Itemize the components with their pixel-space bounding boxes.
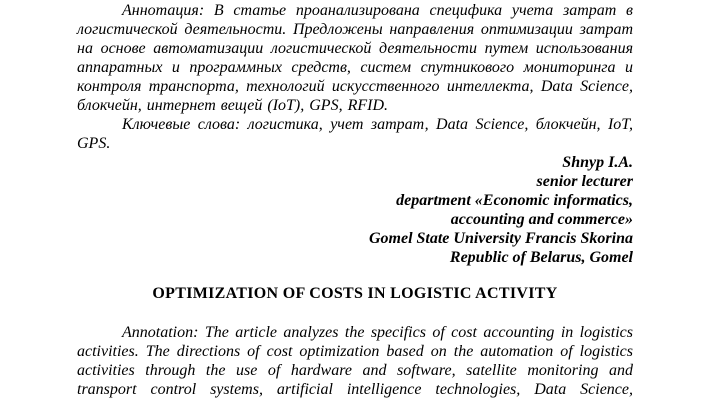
author-university: Gomel State University Francis Skorina — [368, 230, 633, 247]
author-department-line-1: department «Economic informatics, — [396, 192, 633, 209]
author-location: Republic of Belarus, Gomel — [449, 249, 633, 266]
article-title: OPTIMIZATION OF COSTS IN LOGISTIC ACTIVITY — [152, 285, 558, 302]
author-block — [77, 153, 633, 267]
author-name: Shnyp I.A. — [562, 154, 633, 171]
annotation-en-paragraph: Annotation: The article analyzes the specifics of cost accounting in logistics activities. The directions of cost optimization based on the automation of logistics activities through the use of hardware and software, satellite monitoring and transport control systems, artificial intelligence technologies, Data Science, — [77, 324, 633, 398]
annotation-ru-paragraph: Аннотация: В статье проанализирована специфика учета затрат в логистической деятельности. Предложены направления оптимизации затрат на основе автоматизации логистической деятельности путем использования аппаратных и программных средств, систем спутникового мониторинга и контроля транспорта, технологий искусственного интеллекта, Data Science, блокчейн, интернет вещей (IoT), GPS, RFID. — [77, 2, 633, 114]
author-position: senior lecturer — [536, 173, 633, 190]
keywords-ru-paragraph: Ключевые слова: логистика, учет затрат, Data Science, блокчейн, IoT, GPS. — [77, 116, 633, 152]
author-department-line-2: accounting and commerce» — [450, 211, 633, 228]
